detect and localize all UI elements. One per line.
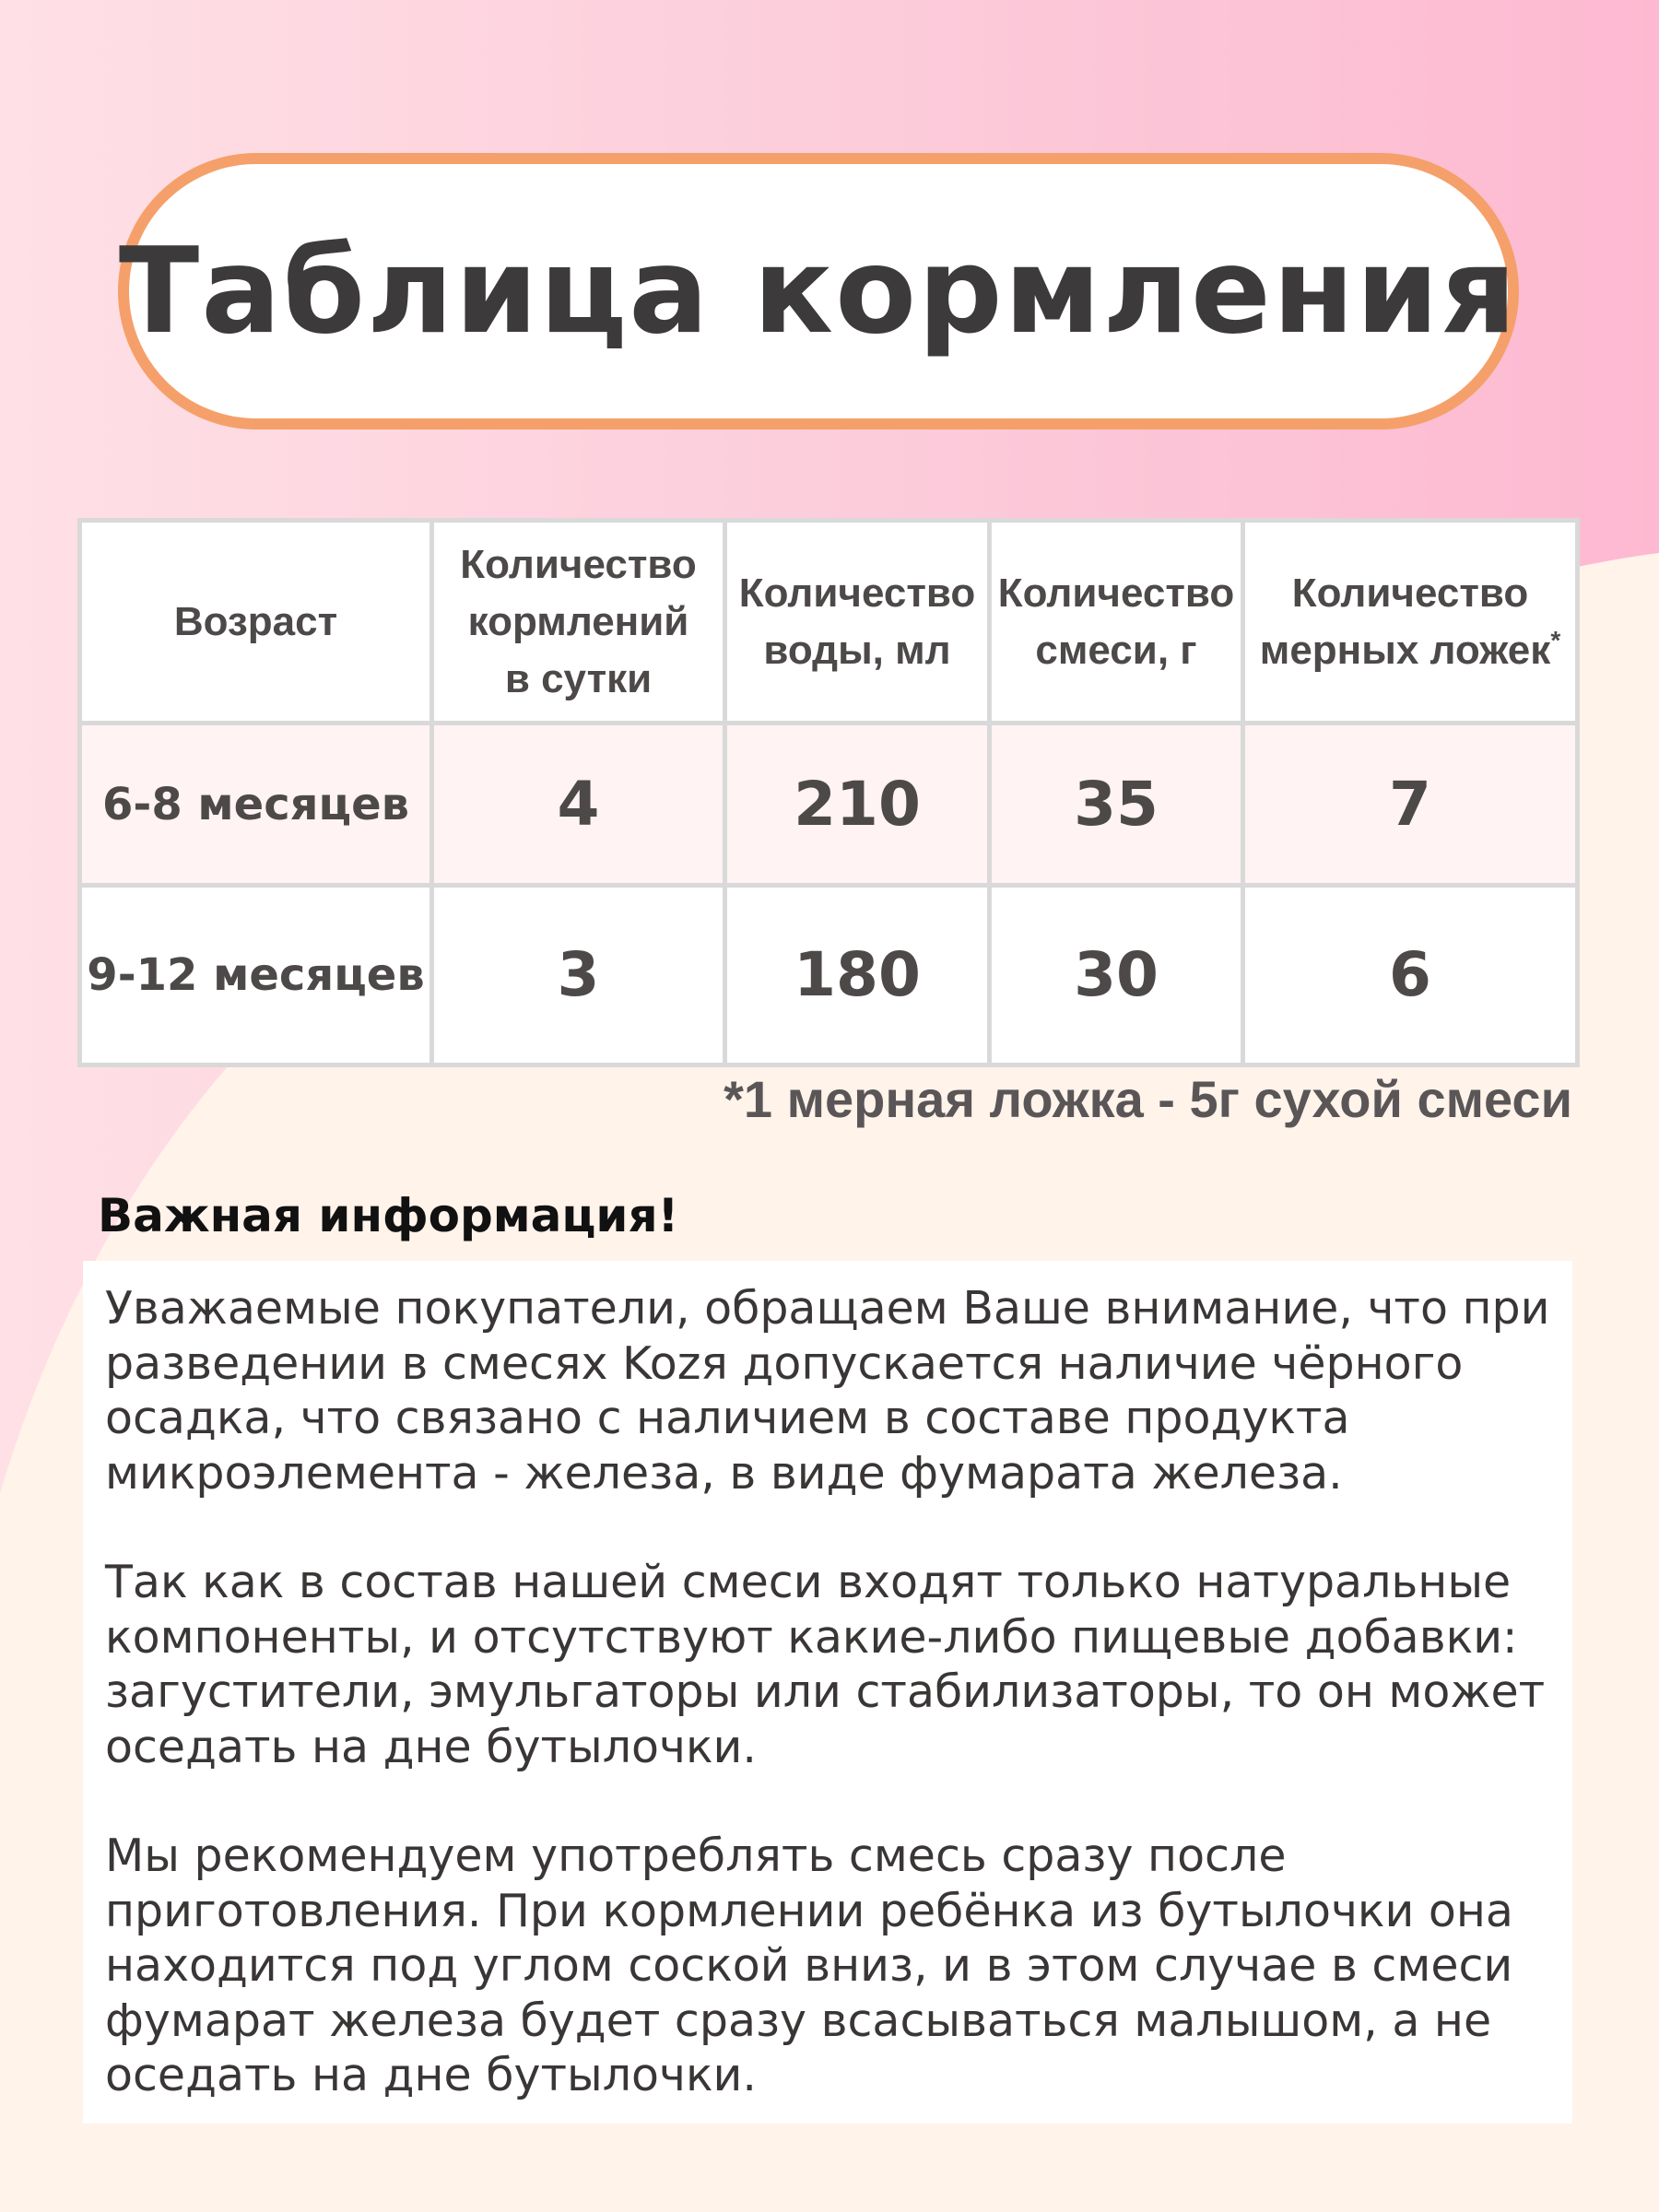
water-cell: 180 [725,885,990,1065]
scoop-footnote: *1 мерная ложка - 5г сухой смеси [724,1070,1572,1128]
table-row [80,885,1578,1065]
age-cell: 6-8 месяцев [80,724,432,885]
scoops-cell: 6 [1243,885,1578,1065]
table-row [80,724,1578,885]
feedings-cell: 3 [432,885,725,1065]
scoops-cell: 7 [1243,724,1578,885]
table-header-row [80,521,1578,724]
header-age: Возраст [80,521,432,724]
important-info-box [83,1261,1572,2124]
water-cell: 210 [725,724,990,885]
footnote-marker: * [1550,625,1561,654]
header-water: Количество воды, мл [725,521,990,724]
feeding-table [77,518,1580,1067]
page-title: Таблица кормления [118,222,1519,360]
info-paragraph-2: Так как в состав нашей смеси входят только натуральные компоненты, и отсутствуют какие-либо пищевые добавки: загустители, эмульгаторы или стабилизаторы, то он может оседать на дне бутылочки. [105,1556,1546,1773]
feedings-cell: 4 [432,724,725,885]
formula-cell: 30 [990,885,1243,1065]
header-formula: Количество смеси, г [990,521,1243,724]
info-paragraph-3: Мы рекомендуем употреблять смесь сразу после приготовления. При кормлении ребёнка из бутылочки она находится под углом соской вниз, и в этом случае в смеси фумарат железа будет сразу всасываться малышом, а не оседать на дне бутылочки. [105,1830,1513,2101]
title-banner [118,153,1519,429]
age-cell: 9-12 месяцев [80,885,432,1065]
important-heading: Важная информация! [98,1189,679,1242]
header-feedings: Количество кормлений в сутки [432,521,725,724]
header-scoops: Количество мерных ложек* [1243,521,1578,724]
formula-cell: 35 [990,724,1243,885]
info-paragraph-1: Уважаемые покупатели, обращаем Ваше внимание, что при разведении в смесях Kozя допускается наличие чёрного осадка, что связано с наличием в составе продукта микроэлемента - железа, в виде фумарата железа. [105,1282,1550,1500]
